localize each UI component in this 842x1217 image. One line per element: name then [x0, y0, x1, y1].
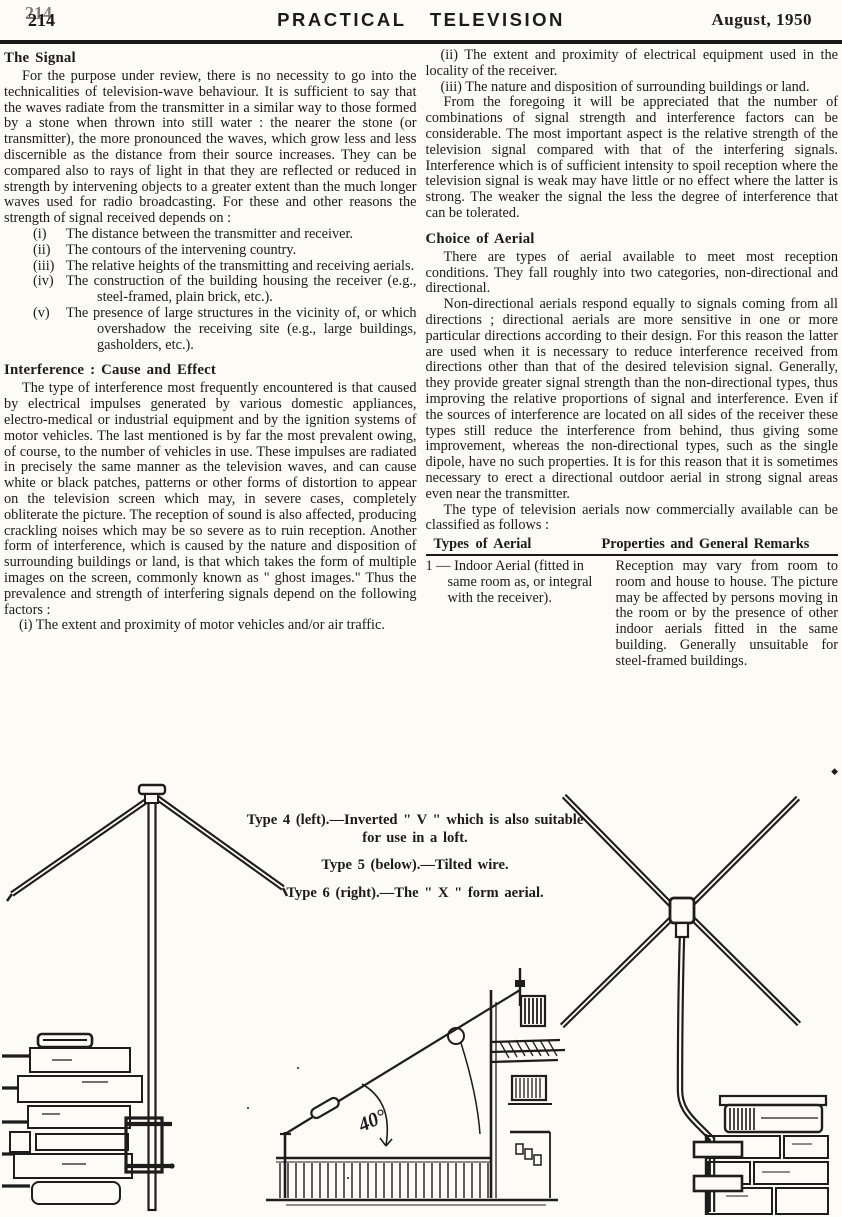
page-number: 214 — [28, 10, 55, 30]
left-column — [4, 48, 417, 784]
angle-label: 40° — [355, 1105, 390, 1137]
list-text: The relative heights of the transmitting and receiving aerials. — [66, 257, 415, 274]
signal-factors-list — [4, 227, 417, 353]
paragraph-foregoing: From the foregoing it will be appreciated that the number of combinations of signal strength and interference factors can be considerable. The most important aspect is the relative strength of the television signal compared with that of the interfering signals. Interference which is of sufficient intensity to spoil reception where the television signal is weak may have little or no effect where the latter is strong. The weaker the signal the less the degree of interference that can be tolerated. — [425, 94, 838, 221]
list-number: (iii) — [33, 257, 55, 274]
list-text: The distance between the transmitter and receiver. — [66, 225, 353, 242]
right-column — [426, 48, 839, 784]
list-item — [4, 259, 417, 275]
factor-item-ii: (ii) The extent and proximity of electrical equipment used in the locality of the receiver. — [425, 48, 838, 79]
caption-type6: Type 6 (right).—The " X " form aerial. — [286, 884, 544, 901]
paragraph-interference: The type of interference most frequently encountered is that caused by electrical impulses generated by various domestic appliances, electro-medical or industrial equipment and by the ignition systems of motor vehicles. The last mentioned is by far the most prevalent owing, of course, to the number of vehicles in use. These impulses are radiated in precisely the same manner as the television waves, and can cause white or black patches, patterns or other forms of distortion to appear on the television screen which may, in severe cases, completely obliterate the picture. The reception of sound is also affected, producing crackling noises which may be so severe as to ruin reception. Another form of interference, which is caused by the nature and disposition of surrounding buildings or land, is that which takes the form of multiple images on the screen, commonly known as " ghost images." Thus the prevalence and strength of interfering signals depend on the following factors : — [4, 380, 417, 618]
text-columns — [4, 48, 838, 784]
factor-item-iii: (iii) The nature and disposition of surrounding buildings or land. — [440, 78, 810, 95]
masthead — [0, 0, 842, 44]
issue-date: August, 1950 — [711, 10, 812, 29]
list-item — [4, 306, 417, 353]
aerial-table-header — [426, 537, 839, 556]
paragraph-signal: For the purpose under review, there is no necessity to go into the technicalities of television-wave behaviour. It is sufficient to say that the waves radiate from the transmitter in a similar way to those formed by a stone when thrown into still water : the nearer the stone (or transmitter), the more pronounced the waves, which grow less and less discernible as the distance from their source increases. They can be compared also to rays of light in that they are reflected or reduced in strength by intervening objects to a greater extent than the much longer waves used for radio broadcasting. For these and other reasons the strength of signal received depends on : — [4, 68, 417, 227]
list-number: (iv) — [33, 273, 54, 290]
factor-item-i: (i) The extent and proximity of motor vehicles and/or air traffic. — [19, 617, 385, 634]
aerial-remarks-cell: Reception may vary from room to room and house to house. The picture may be affected by persons moving in the room or by the presence of other indoor aerials fitted in the same building. Generally unsuitable for steel-framed buildings. — [615, 557, 838, 669]
figure-captions — [240, 812, 590, 912]
x-form-aerial-figure — [556, 784, 842, 1215]
section-heading-interference: Interference : Cause and Effect — [4, 362, 216, 379]
diamond-mark: ◆ — [831, 766, 838, 776]
list-item — [4, 243, 417, 259]
table-row — [426, 559, 839, 670]
paragraph-choice-2: Non-directional aerials respond equally to signals coming from all directions ; directional aerials are more sensitive in one or more particular directions according to their design. For this reason the latter are used when it is necessary to reduce interference received from directions other than that of the desired television signal. Generally, they provide greater signal strength than the non-directional types, thus improving the relative proportions of signal and interference. Even if the sources of interference are located on all sides of the receiver these types still reduce the interference from behind, thus giving some improvement, whereas the non-directional types, such as the single dipole, have no such properties. It is for this reason that it is sometimes necessary to erect a directional outdoor aerial in strong signal areas even near the transmitter. — [425, 296, 838, 502]
tilted-wire-figure — [228, 948, 565, 1217]
list-text: The construction of the building housing the receiver (e.g., steel-framed, plain brick, etc.). — [66, 273, 417, 306]
table-col2-header: Properties and General Remarks — [601, 536, 810, 553]
figures-area — [0, 782, 842, 1217]
list-number: (v) — [33, 304, 50, 321]
paragraph-choice-3: The type of television aerials now commercially available can be classified as follows : — [425, 501, 838, 534]
list-number: (ii) — [33, 241, 51, 258]
paragraph-choice-1: There are types of aerial available to meet most reception conditions. They fall roughly into two categories, non-directional and directional. — [425, 248, 838, 297]
caption-type4: Type 4 (left).—Inverted " V " which is also suitable for use in a loft. — [246, 812, 584, 846]
list-text: The contours of the intervening country. — [66, 241, 297, 258]
section-heading-the-signal: The Signal — [4, 50, 76, 66]
table-col1-header: Types of Aerial — [433, 536, 532, 553]
list-number: (i) — [33, 225, 47, 242]
list-item — [4, 274, 417, 306]
magazine-title: PRACTICAL TELEVISION — [277, 9, 565, 30]
caption-type5: Type 5 (below).—Tilted wire. — [321, 857, 509, 873]
list-item — [4, 227, 417, 243]
section-heading-choice-of-aerial: Choice of Aerial — [425, 230, 535, 247]
list-text: The presence of large structures in the vicinity of, or which overshadow the receiving site (e.g., large buildings, gasholders, etc.). — [66, 304, 417, 353]
aerial-type-cell: 1 — Indoor Aerial (fitted in same room as, or integral with the receiver). — [425, 557, 593, 606]
